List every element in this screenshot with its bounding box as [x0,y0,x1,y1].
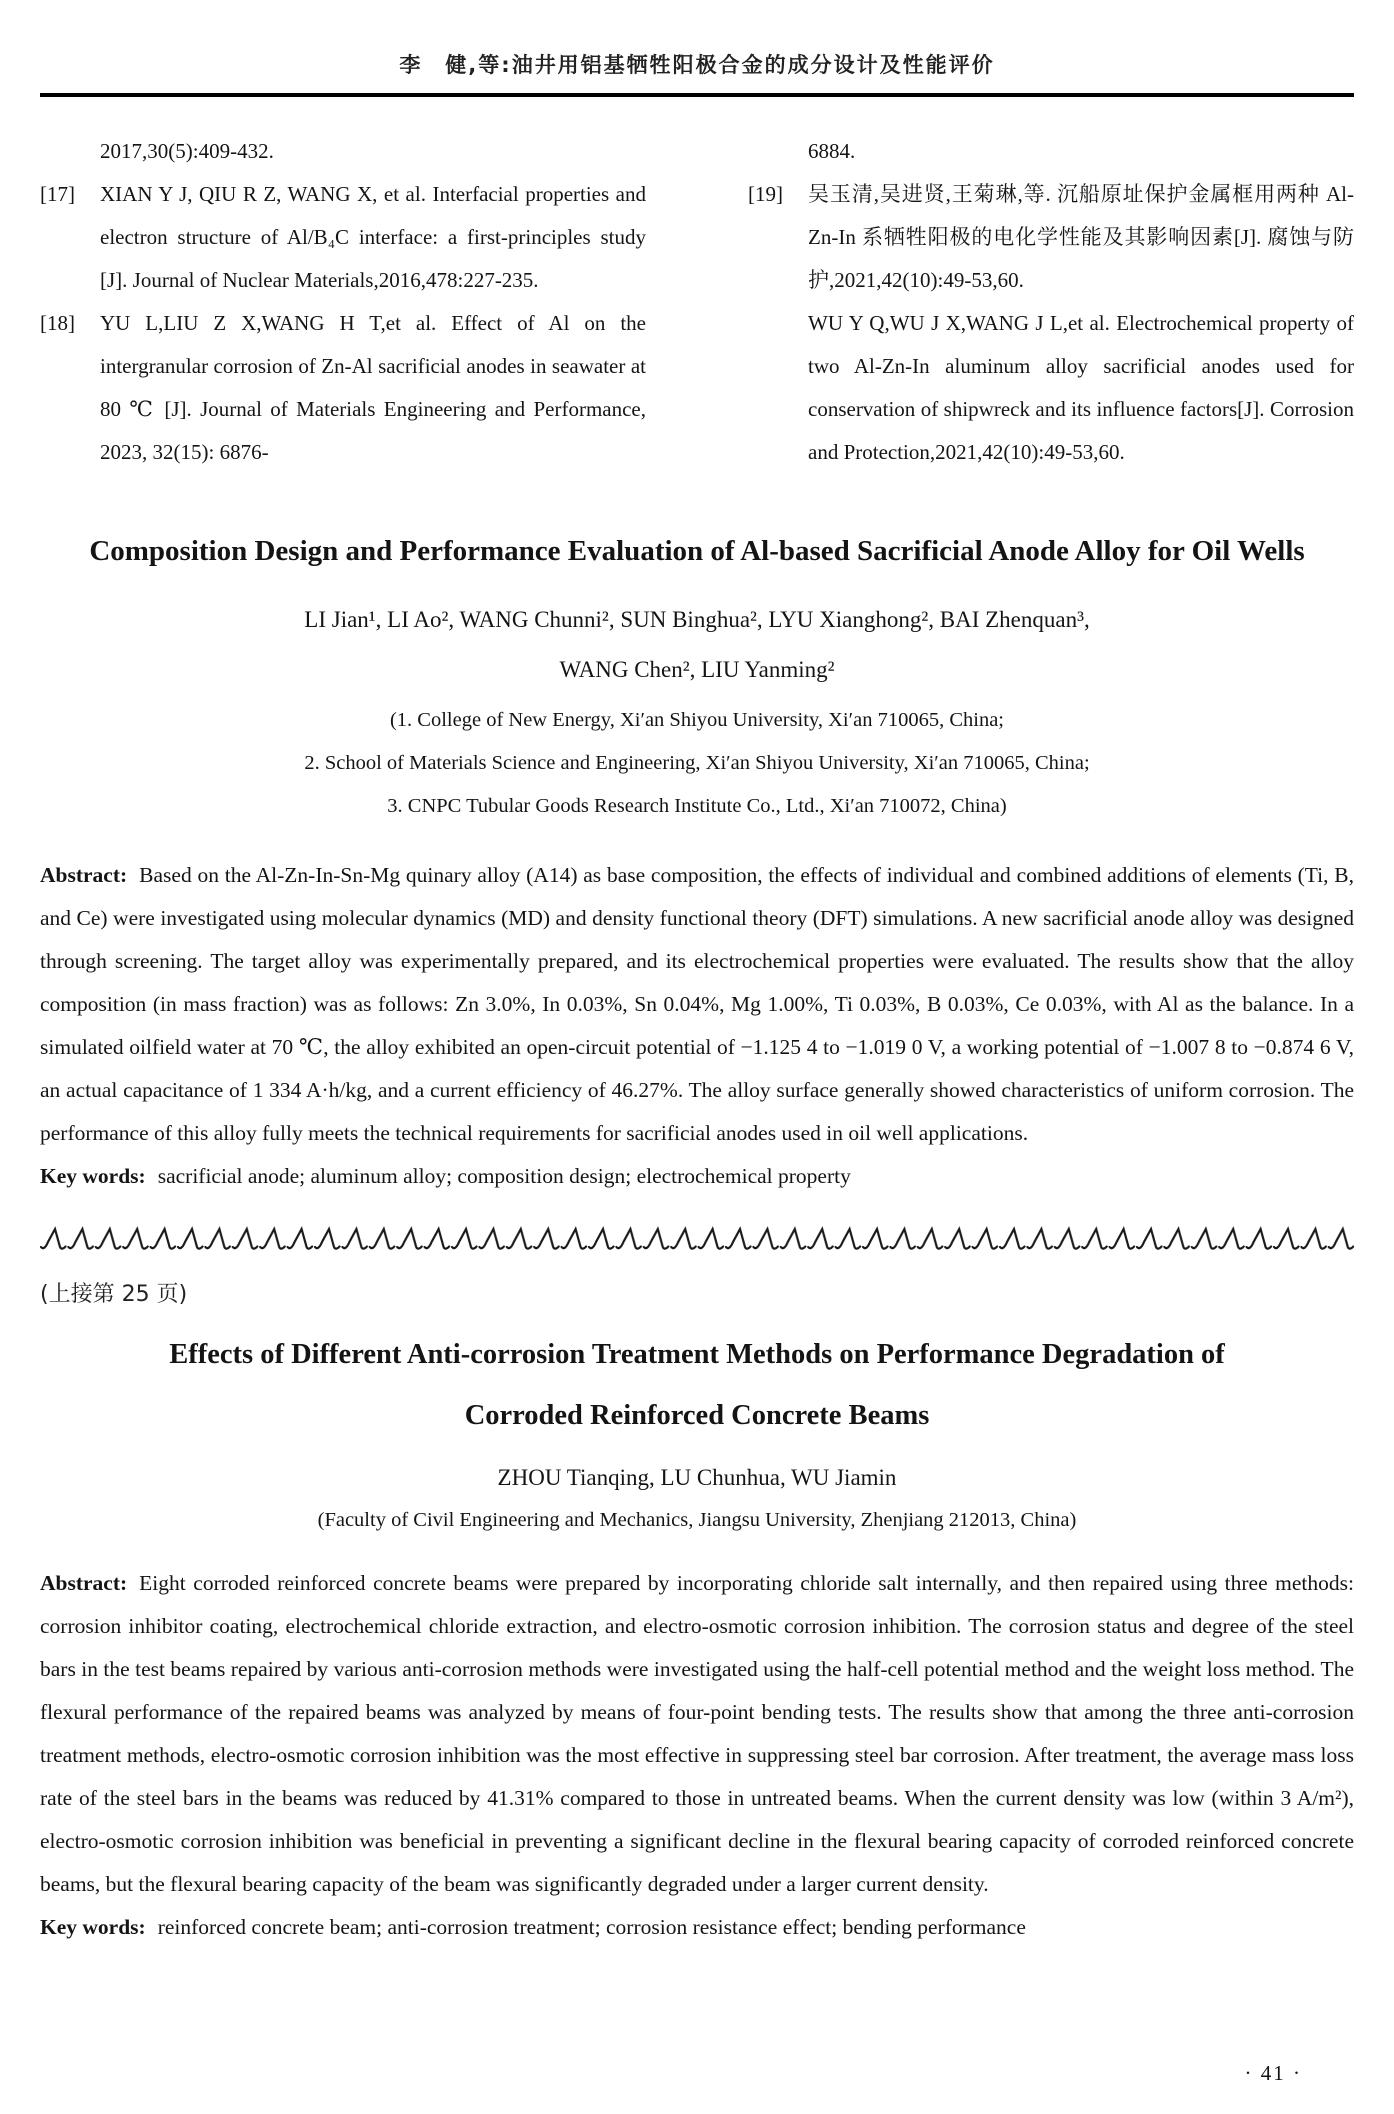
article2-authors: ZHOU Tianqing, LU Chunhua, WU Jiamin [497,1465,897,1490]
affiliation-line: 3. CNPC Tubular Goods Research Institute Co., Ltd., Xi′an 710072, China) [387,795,1007,817]
article1-authors-line2: WANG Chen², LIU Yanming² [559,657,835,682]
reference-text: YU L,LIU Z X,WANG H T,et al. Effect of Al on the intergranular corrosion of Zn-Al sacrificial anodes in seawater at 80 ℃ [J]. Journal of Materials Engineering and Performance, 2023, 32(15): 6876- [100,311,646,464]
reference-text: 2017,30(5):409-432. [100,139,274,163]
reference-entry [40,130,646,173]
article2-abstract [40,1562,1354,1906]
article1-abstract-label: Abstract: [40,863,128,887]
article1-keywords-label: Key words: [40,1164,146,1188]
reference-entry [748,173,1354,302]
article1-abstract [40,854,1354,1155]
squiggle-divider [40,1226,1354,1250]
continuation-note: (上接第 25 页) [40,1282,188,1307]
reference-entry [40,302,646,474]
references-column-left [40,130,646,474]
article1-abstract-text: Based on the Al-Zn-In-Sn-Mg quinary alloy (A14) as base composition, the effects of individual and combined additions of elements (Ti, B, and Ce) were investigated using molecular dynamics (MD) and density functional theory (DFT) simulations. A new sacrificial anode alloy was designed through screening. The target alloy was experimentally prepared, and its electrochemical properties were evaluated. The results show that the alloy composition (in mass fraction) was as follows: Zn 3.0%, In 0.03%, Sn 0.04%, Mg 1.00%, Ti 0.03%, B 0.03%, Ce 0.03%, with Al as the balance. In a simulated oilfield water at 70 ℃, the alloy exhibited an open-circuit potential of −1.125 4 to −1.019 0 V, a working potential of −1.007 8 to −0.874 6 V, an actual capacitance of 1 334 A·h/kg, and a current efficiency of 46.27%. The alloy surface generally showed characteristics of uniform corrosion. The performance of this alloy fully meets the technical requirements for sacrificial anodes used in oil well applications. [40,863,1354,1145]
article2-keywords-label: Key words: [40,1915,146,1939]
article2-affiliation: (Faculty of Civil Engineering and Mechanics, Jiangsu University, Zhenjiang 212013, China) [317,1509,1077,1531]
page-number: · 41 · [1244,2061,1302,2085]
reference-entry [748,302,1354,474]
article2-abstract-label: Abstract: [40,1571,128,1595]
affiliation-line: (1. College of New Energy, Xi′an Shiyou University, Xi′an 710065, China; [389,709,1004,731]
header-rule [40,93,1354,97]
reference-number: [19] [748,182,783,206]
references-section [40,130,1354,474]
article2-abstract-text: Eight corroded reinforced concrete beams were prepared by incorporating chloride salt internally, and then repaired using three methods: corrosion inhibitor coating, electrochemical chloride extraction, and electro-osmotic corrosion inhibition. The corrosion status and degree of the steel bars in the test beams repaired by various anti-corrosion methods were investigated using the half-cell potential method and the weight loss method. The flexural performance of the repaired beams was analyzed by means of four-point bending tests. The results show that among the three anti-corrosion treatment methods, electro-osmotic corrosion inhibition was the most effective in suppressing steel bar corrosion. After treatment, the average mass loss rate of the steel bars in the beams was reduced by 41.31% compared to those in untreated beams. When the current density was low (within 3 A/m²), electro-osmotic corrosion inhibition was beneficial in preventing a significant decline in the flexural bearing capacity of corroded reinforced concrete beams, but the flexural bearing capacity of the beam was significantly degraded under a larger current density. [40,1571,1354,1896]
article1-authors [40,595,1354,695]
reference-text: XIAN Y J, QIU R Z, WANG X, et al. Interfacial properties and electron structure of Al/B₄C interface: a first-principles study [J]. Journal of Nuclear Materials,2016,478:227-235. [100,182,646,292]
article1-authors-line1: LI Jian¹, LI Ao², WANG Chunni², SUN Binghua², LYU Xianghong², BAI Zhenquan³, [304,607,1090,632]
article2-title-line1: Effects of Different Anti-corrosion Treatment Methods on Performance Degradation of [169,1339,1225,1370]
references-column-right [748,130,1354,474]
reference-text: 吴玉清,吴进贤,王菊琳,等. 沉船原址保护金属框用两种 Al-Zn-In 系牺牲阳极的电化学性能及其影响因素[J]. 腐蚀与防护,2021,42(10):49-53,60. [808,182,1354,292]
article2-title-line2: Corroded Reinforced Concrete Beams [464,1400,930,1431]
reference-number: [17] [40,182,75,206]
reference-text: 6884. [808,139,856,163]
reference-entry [40,173,646,302]
running-head: 李 健,等:油井用铝基牺牲阳极合金的成分设计及性能评价 [399,53,995,77]
article2-keywords [40,1906,1354,1949]
article1-affiliations [40,699,1354,828]
reference-text: WU Y Q,WU J X,WANG J L,et al. Electrochemical property of two Al-Zn-In aluminum alloy sacrificial anodes used for conservation of shipwreck and its influence factors[J]. Corrosion and Protection,2021,42(10):49-53,60. [808,311,1354,464]
reference-entry [748,130,1354,173]
article1-keywords [40,1155,1354,1198]
article1-keywords-text: sacrificial anode; aluminum alloy; composition design; electrochemical property [157,1164,851,1188]
article2-keywords-text: reinforced concrete beam; anti-corrosion treatment; corrosion resistance effect; bending performance [157,1915,1026,1939]
reference-number: [18] [40,311,75,335]
article1-title: Composition Design and Performance Evaluation of Al-based Sacrificial Anode Alloy for Oil Wells [89,535,1305,567]
article2-title [40,1324,1354,1446]
affiliation-line: 2. School of Materials Science and Engineering, Xi′an Shiyou University, Xi′an 710065, China; [304,752,1090,774]
